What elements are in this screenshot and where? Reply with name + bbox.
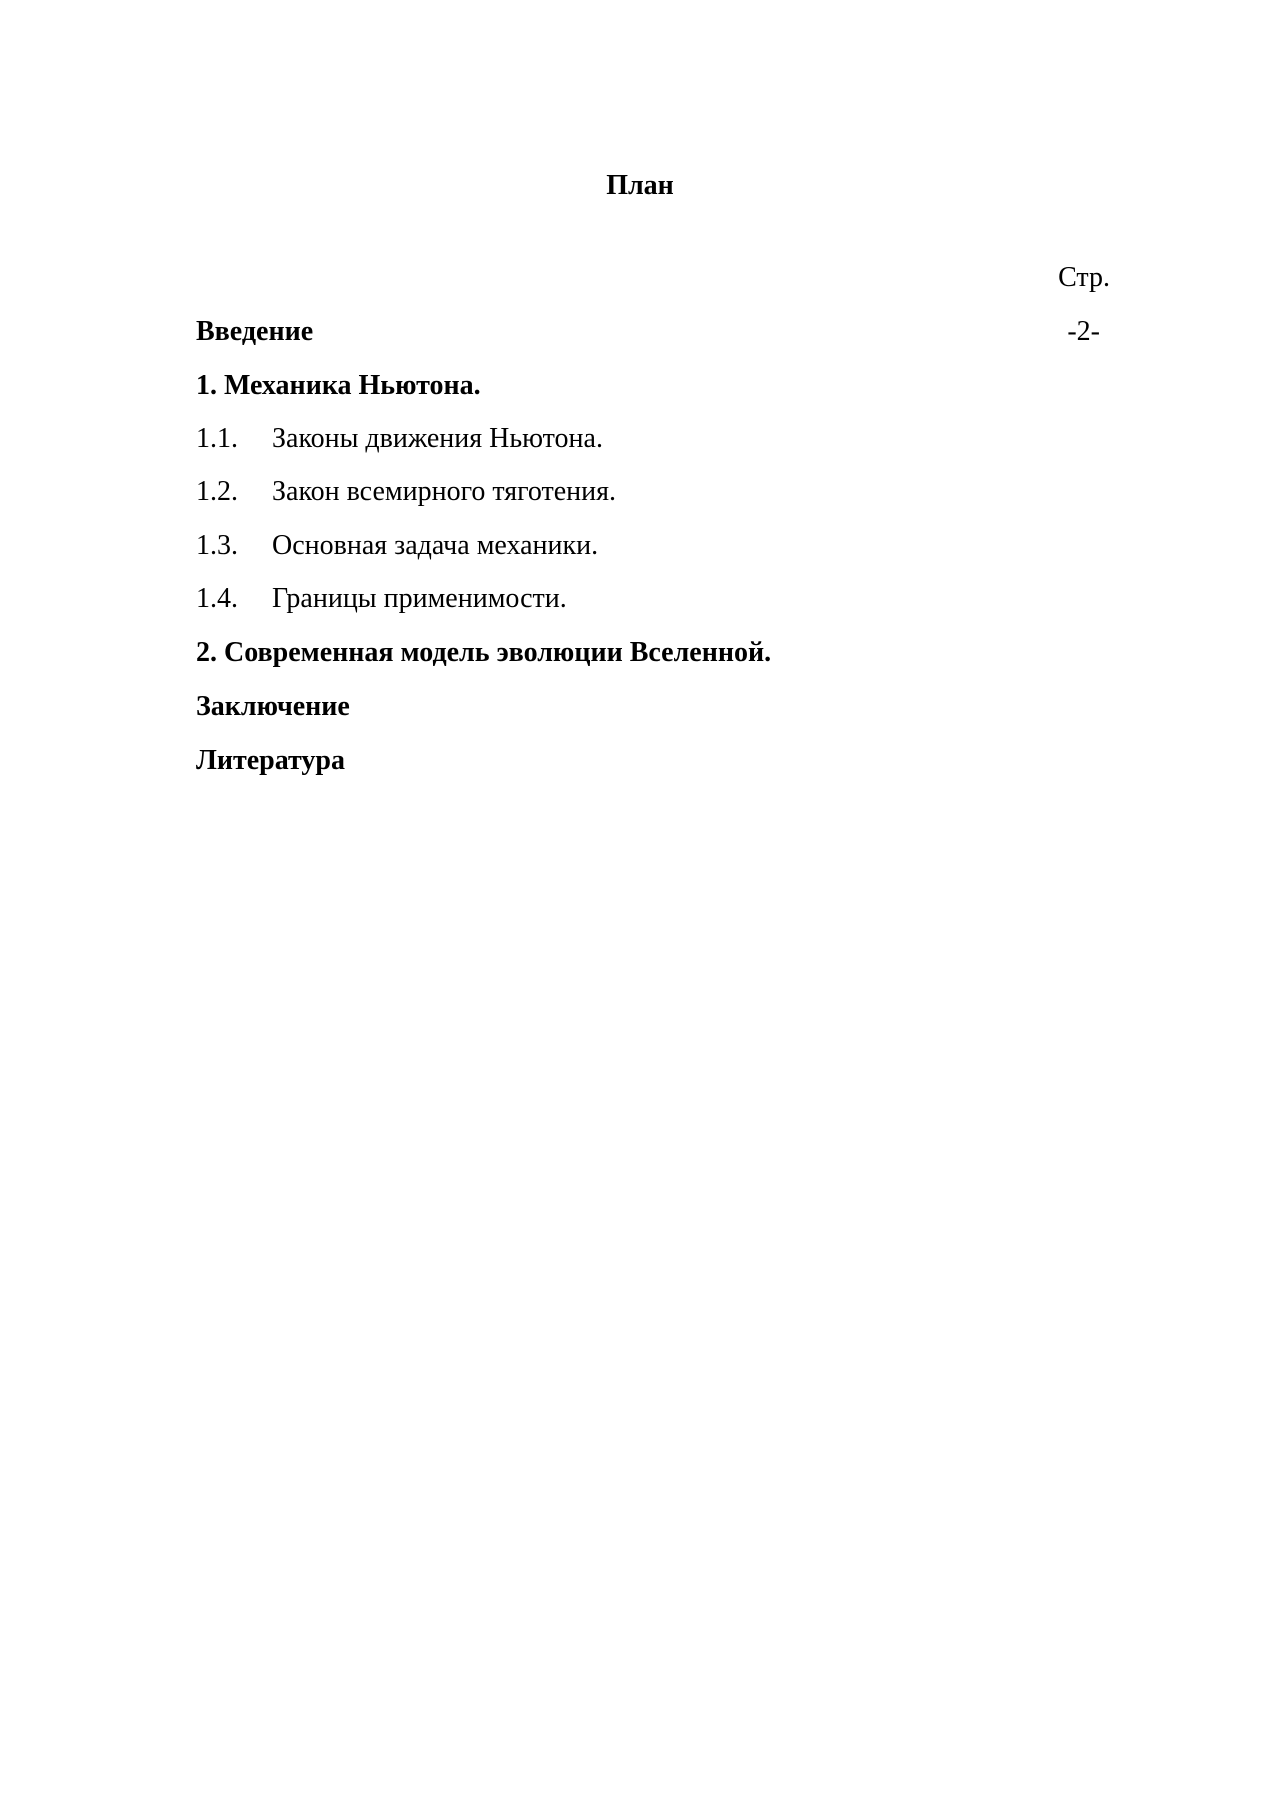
toc-entry-literature	[196, 743, 1076, 779]
toc-entry-title: Основная задача механики.	[272, 530, 599, 561]
toc-subsection-1-3	[196, 528, 1076, 564]
toc-entry-title: Заключение	[196, 691, 350, 722]
toc-entry-introduction	[196, 314, 1076, 350]
toc-entry-title: 2. Современная модель эволюции Вселенной.	[196, 637, 772, 668]
toc-entry-number: 1.1.	[196, 423, 238, 454]
toc-subsection-1-4	[196, 581, 1076, 617]
page-title: План	[606, 170, 674, 201]
toc-section-1	[196, 368, 1076, 404]
toc-entry-title: Литература	[196, 745, 345, 776]
toc-subsection-1-1	[196, 421, 1076, 457]
toc-entry-page-number: -2-	[1067, 316, 1100, 347]
toc-entry-conclusion	[196, 689, 1076, 725]
toc-entry-title: Введение	[196, 316, 314, 347]
toc-entry-number: 1.3.	[196, 530, 238, 561]
toc-entry-title: Границы применимости.	[272, 583, 567, 614]
toc-entry-number: 1.2.	[196, 476, 238, 507]
toc-subsection-1-2	[196, 474, 1076, 510]
toc-entry-title: Закон всемирного тяготения.	[272, 476, 617, 507]
toc-entry-title: Законы движения Ньютона.	[272, 423, 603, 454]
toc-entry-title: 1. Механика Ньютона.	[196, 370, 481, 401]
toc-entry-number: 1.4.	[196, 583, 238, 614]
toc-section-2	[196, 635, 1076, 671]
page-column-header: Стр.	[1058, 262, 1110, 293]
